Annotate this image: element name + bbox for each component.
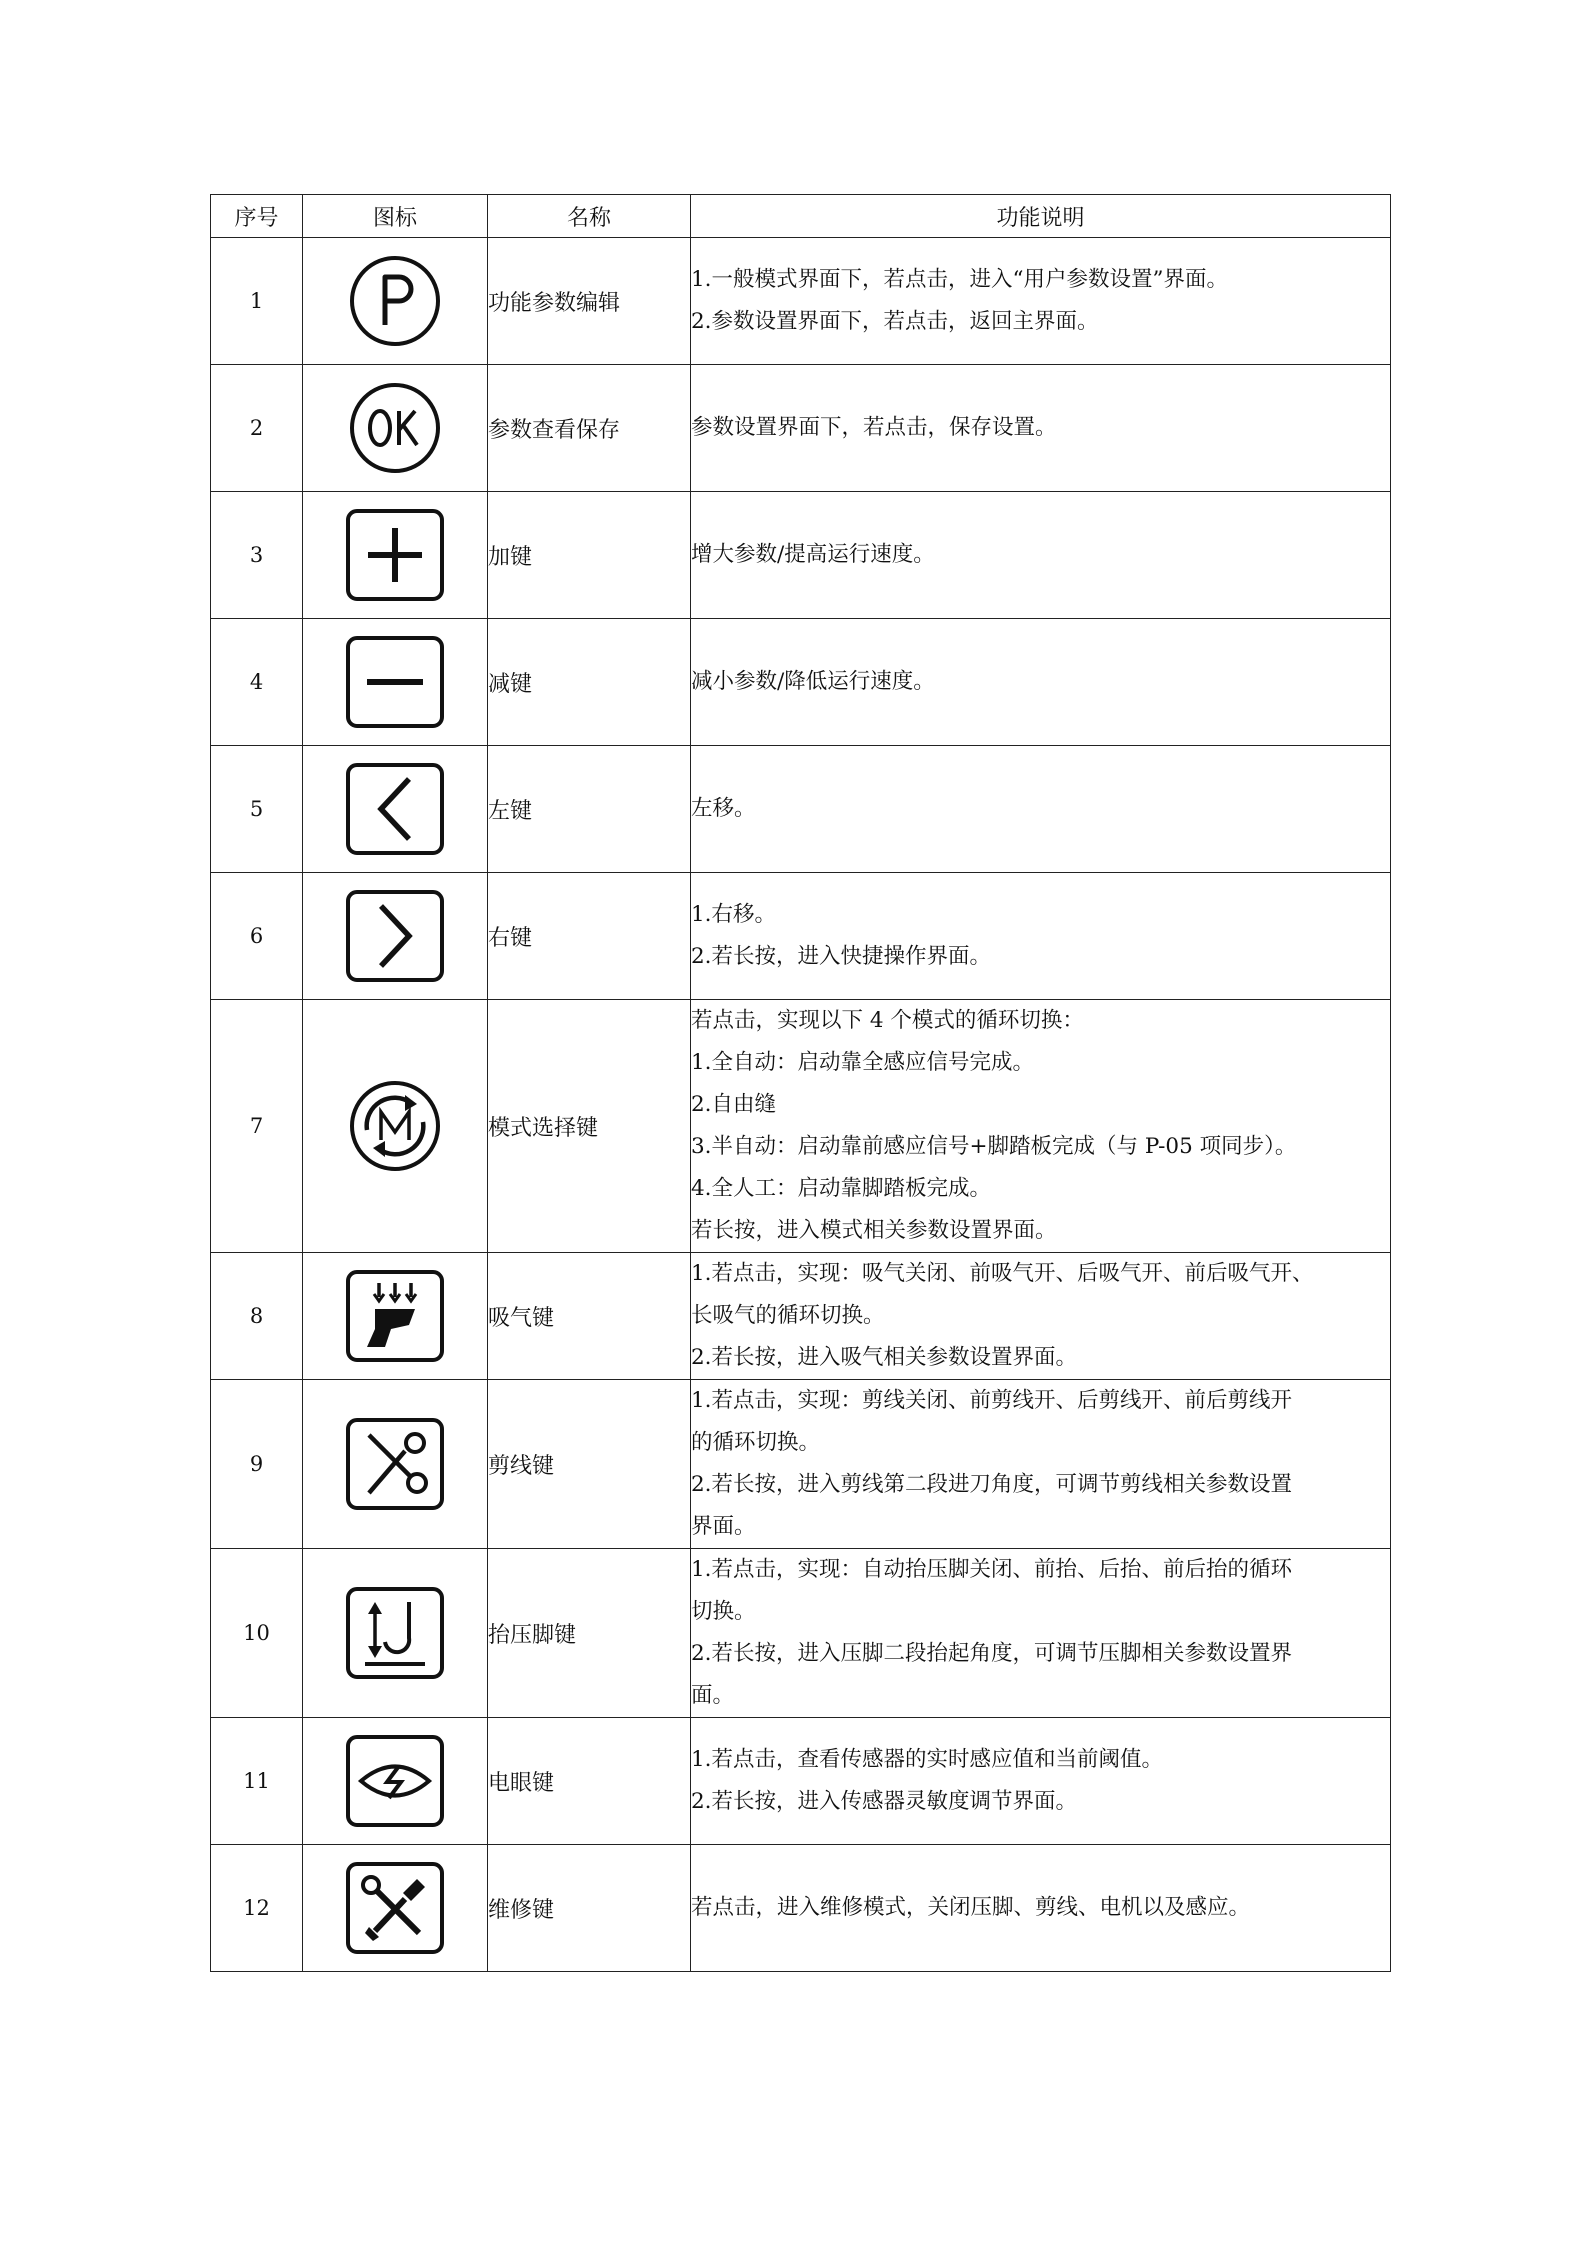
description-line: 2.若长按，进入吸气相关参数设置界面。	[691, 1345, 1078, 1370]
description-line: 的循环切换。	[691, 1430, 821, 1455]
table-row	[211, 1000, 1391, 1253]
description-line: 左移。	[691, 796, 756, 821]
description-line: 若长按，进入模式相关参数设置界面。	[691, 1218, 1057, 1243]
row-number: 12	[211, 1845, 303, 1972]
chevron-left-icon	[345, 762, 445, 856]
description-line: 参数设置界面下，若点击，保存设置。	[691, 415, 1057, 440]
key-function-table	[210, 194, 1391, 1972]
chevron-right-icon	[345, 889, 445, 983]
description-line: 增大参数/提高运行速度。	[691, 542, 935, 567]
row-number: 9	[211, 1380, 303, 1549]
description-line: 切换。	[691, 1599, 756, 1624]
key-name: 参数查看保存	[488, 365, 691, 492]
table-row	[211, 873, 1391, 1000]
row-number: 4	[211, 619, 303, 746]
description-line: 长吸气的循环切换。	[691, 1303, 885, 1328]
key-name: 抬压脚键	[488, 1549, 691, 1718]
key-name: 减键	[488, 619, 691, 746]
scissors-icon	[345, 1417, 445, 1511]
description-line: 2.若长按，进入压脚二段抬起角度，可调节压脚相关参数设置界	[691, 1641, 1293, 1666]
description-line: 1.全自动：启动靠全感应信号完成。	[691, 1050, 1035, 1075]
row-number: 2	[211, 365, 303, 492]
description-line: 1.若点击，实现：剪线关闭、前剪线开、后剪线开、前后剪线开	[691, 1388, 1293, 1413]
key-description	[691, 1549, 1391, 1718]
description-line: 1.若点击，查看传感器的实时感应值和当前阈值。	[691, 1747, 1164, 1772]
table-row	[211, 1549, 1391, 1718]
key-description	[691, 365, 1391, 492]
description-line: 1.一般模式界面下，若点击，进入“用户参数设置”界面。	[691, 267, 1228, 292]
presser-foot-icon	[345, 1586, 445, 1680]
table-row	[211, 1380, 1391, 1549]
description-line: 2.若长按，进入快捷操作界面。	[691, 944, 992, 969]
description-line: 界面。	[691, 1514, 756, 1539]
description-line: 2.若长按，进入剪线第二段进刀角度，可调节剪线相关参数设置	[691, 1472, 1293, 1497]
table-row	[211, 365, 1391, 492]
key-description	[691, 619, 1391, 746]
key-description	[691, 1380, 1391, 1549]
description-line: 1.若点击，实现：吸气关闭、前吸气开、后吸气开、前后吸气开、	[691, 1261, 1314, 1286]
minus-icon	[345, 635, 445, 729]
table-row	[211, 619, 1391, 746]
key-description	[691, 238, 1391, 365]
table-row	[211, 1718, 1391, 1845]
row-number: 3	[211, 492, 303, 619]
key-name: 右键	[488, 873, 691, 1000]
mode-cycle-icon	[347, 1078, 443, 1174]
row-number: 7	[211, 1000, 303, 1253]
key-name: 模式选择键	[488, 1000, 691, 1253]
electric-eye-icon	[345, 1734, 445, 1828]
row-number: 5	[211, 746, 303, 873]
description-line: 减小参数/降低运行速度。	[691, 669, 935, 694]
header-description: 功能说明	[691, 195, 1391, 238]
ok-circle-icon	[347, 380, 443, 476]
key-description	[691, 1718, 1391, 1845]
description-line: 3.半自动：启动靠前感应信号+脚踏板完成（与 P-05 项同步）。	[691, 1134, 1297, 1159]
table-row	[211, 238, 1391, 365]
row-number: 8	[211, 1253, 303, 1380]
description-line: 1.若点击，实现：自动抬压脚关闭、前抬、后抬、前后抬的循环	[691, 1557, 1293, 1582]
plus-icon	[345, 508, 445, 602]
table-header-row	[211, 195, 1391, 238]
row-number: 10	[211, 1549, 303, 1718]
key-description	[691, 1253, 1391, 1380]
table-row	[211, 746, 1391, 873]
key-name: 加键	[488, 492, 691, 619]
key-name: 维修键	[488, 1845, 691, 1972]
row-number: 11	[211, 1718, 303, 1845]
description-line: 2.若长按，进入传感器灵敏度调节界面。	[691, 1789, 1078, 1814]
table-row	[211, 1253, 1391, 1380]
header-name: 名称	[488, 195, 691, 238]
repair-tools-icon	[345, 1861, 445, 1955]
description-line: 2.自由缝	[691, 1092, 777, 1117]
key-description	[691, 873, 1391, 1000]
key-name: 吸气键	[488, 1253, 691, 1380]
table-row	[211, 1845, 1391, 1972]
key-description	[691, 1000, 1391, 1253]
header-no: 序号	[211, 195, 303, 238]
key-description	[691, 1845, 1391, 1972]
header-icon: 图标	[303, 195, 488, 238]
air-suction-icon	[345, 1269, 445, 1363]
key-description	[691, 492, 1391, 619]
description-line: 若点击，实现以下 4 个模式的循环切换：	[691, 1008, 1084, 1033]
key-name: 剪线键	[488, 1380, 691, 1549]
p-circle-icon	[347, 253, 443, 349]
description-line: 1.右移。	[691, 902, 777, 927]
key-name: 左键	[488, 746, 691, 873]
key-name: 电眼键	[488, 1718, 691, 1845]
description-line: 面。	[691, 1683, 735, 1708]
table-row	[211, 492, 1391, 619]
key-description	[691, 746, 1391, 873]
description-line: 若点击，进入维修模式，关闭压脚、剪线、电机以及感应。	[691, 1895, 1251, 1920]
description-line: 2.参数设置界面下，若点击，返回主界面。	[691, 309, 1099, 334]
key-name: 功能参数编辑	[488, 238, 691, 365]
row-number: 1	[211, 238, 303, 365]
row-number: 6	[211, 873, 303, 1000]
description-line: 4.全人工：启动靠脚踏板完成。	[691, 1176, 992, 1201]
